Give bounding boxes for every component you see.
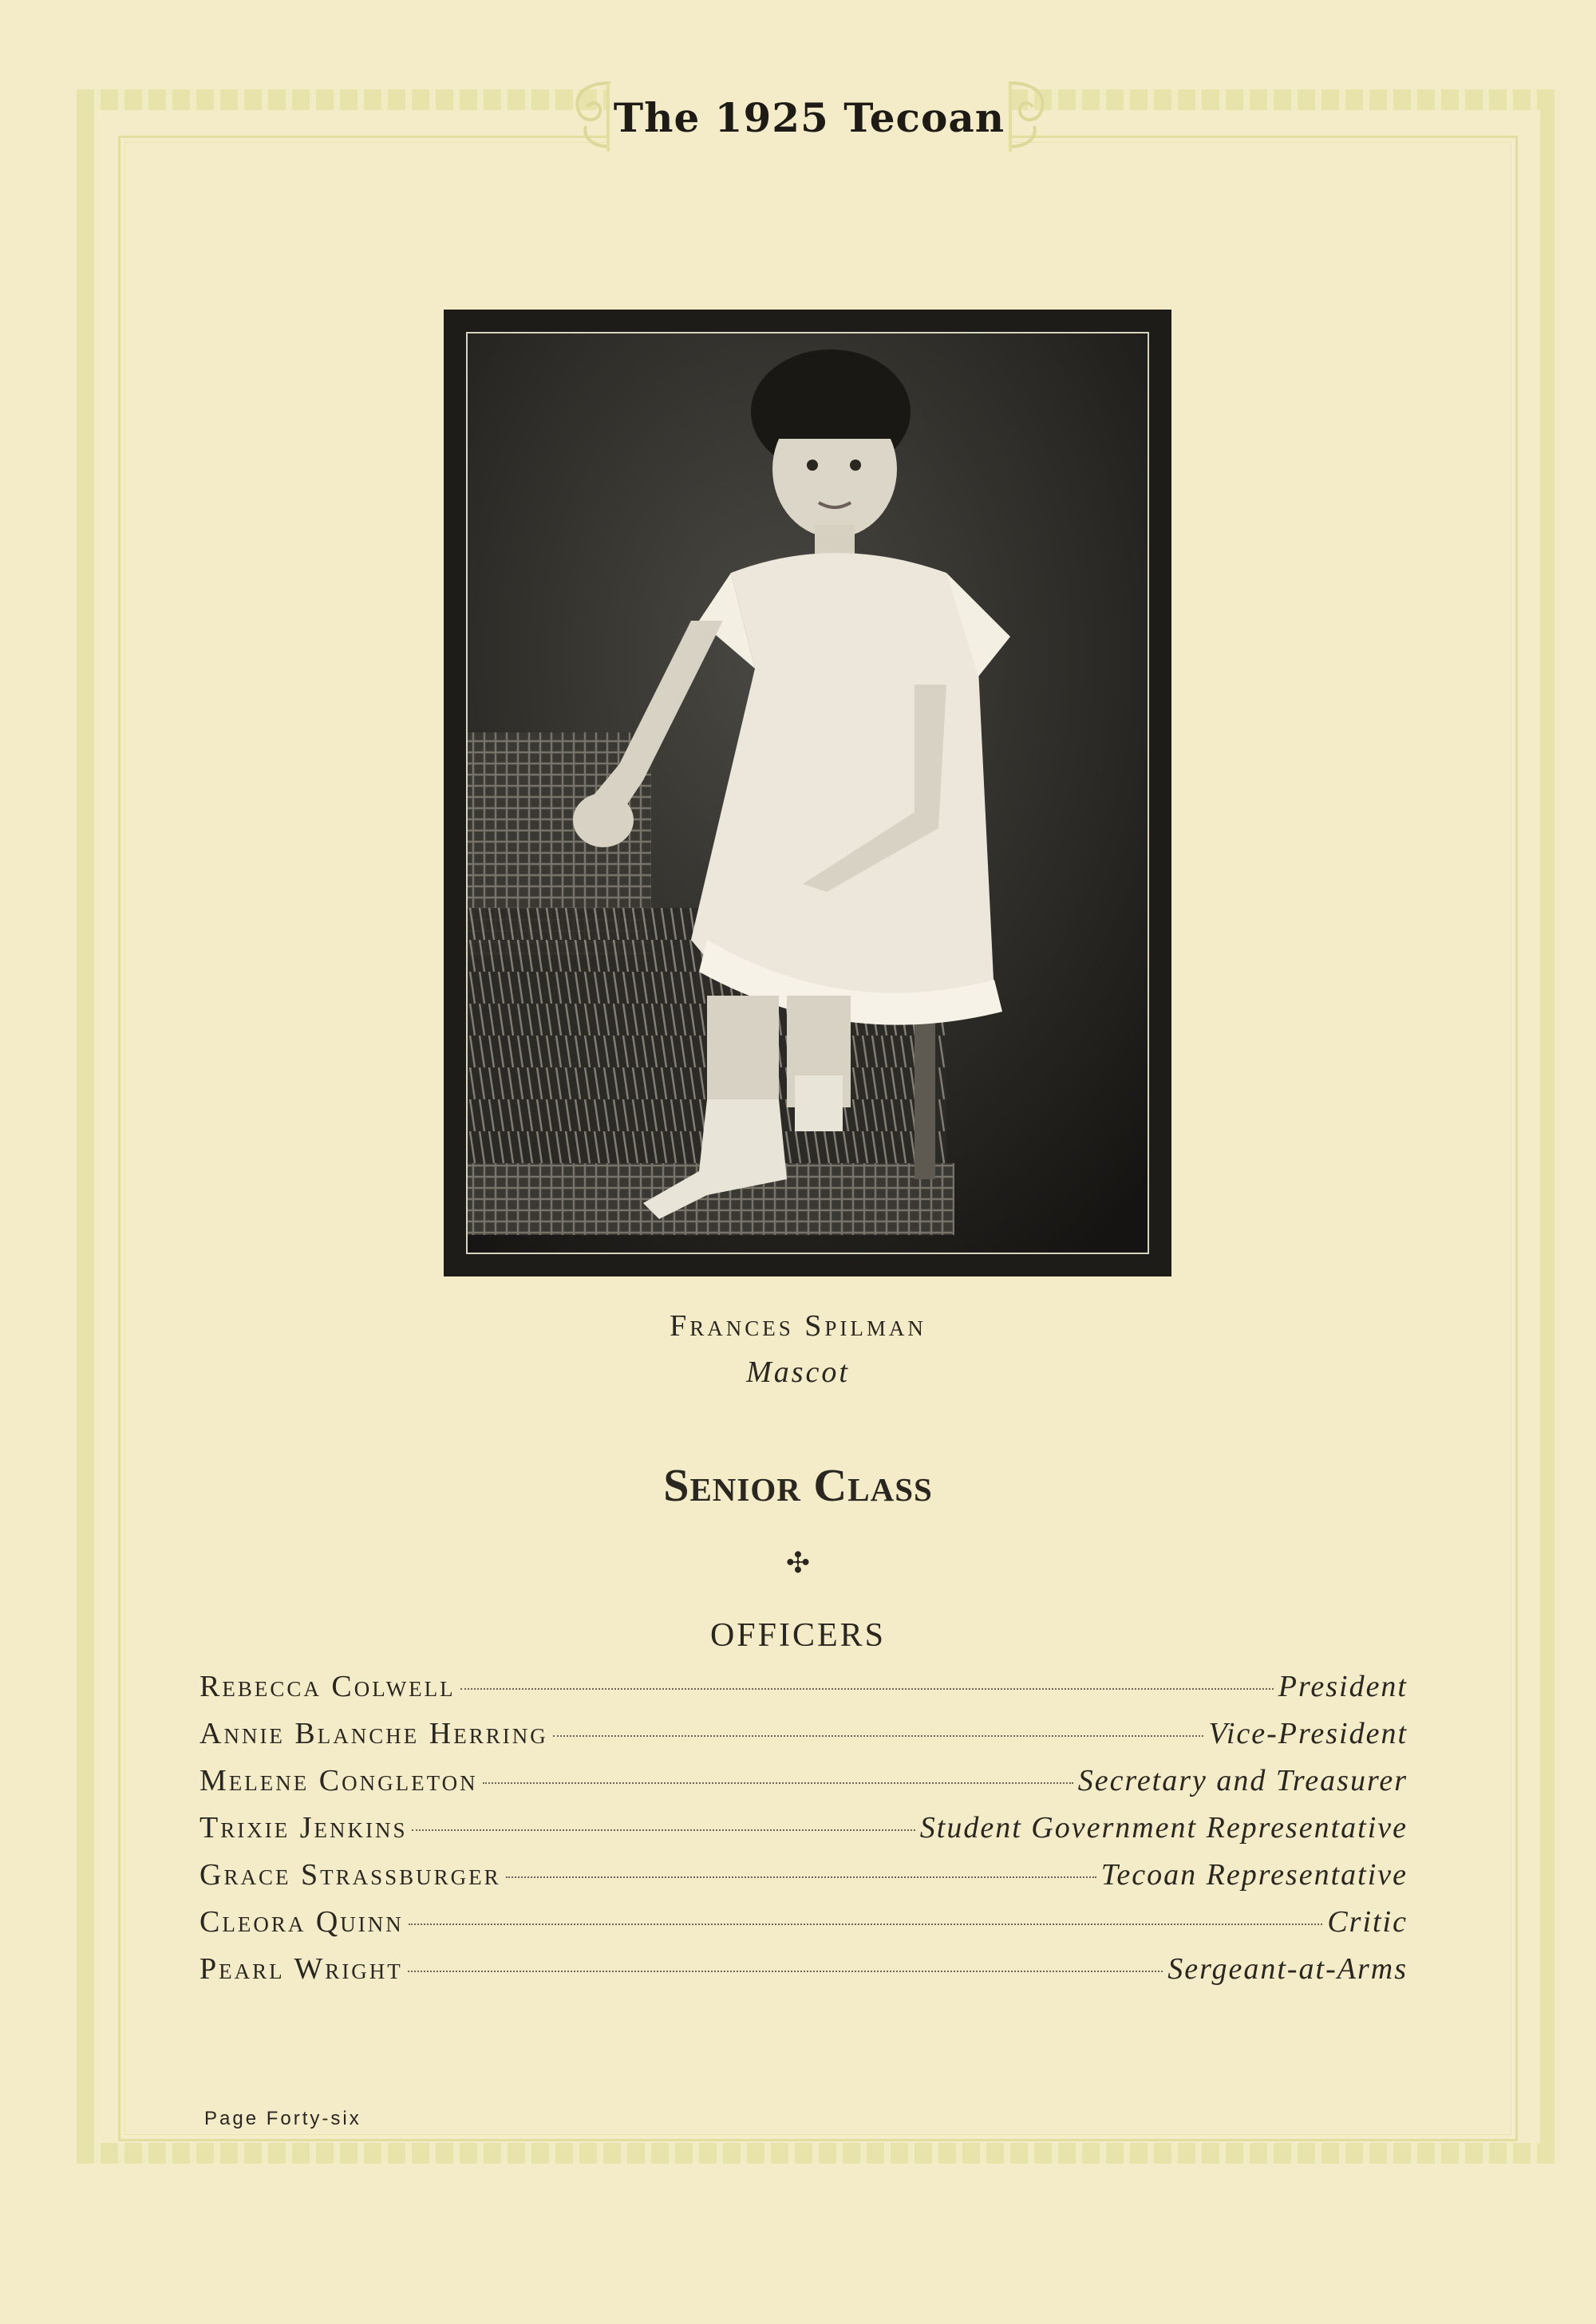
officer-name: Trixie Jenkins	[200, 1811, 408, 1845]
section-title: Senior Class	[663, 1459, 933, 1511]
officer-row	[200, 1810, 1408, 1857]
dot-leader	[412, 1829, 915, 1831]
officer-title: Student Government Representative	[919, 1811, 1408, 1845]
officer-row	[200, 1669, 1408, 1716]
officer-list	[200, 1669, 1408, 1998]
mascot-role: Mascot	[746, 1355, 850, 1389]
officer-row	[200, 1857, 1408, 1904]
officer-title: Vice-President	[1208, 1717, 1408, 1750]
dot-leader	[483, 1782, 1073, 1784]
fleuron-ornament-icon: ✣	[785, 1547, 811, 1579]
dot-leader	[553, 1735, 1204, 1737]
dot-leader	[409, 1924, 1323, 1925]
officer-row	[200, 1716, 1408, 1763]
dot-leader	[460, 1688, 1274, 1690]
officer-name: Pearl Wright	[200, 1952, 403, 1986]
officer-row	[200, 1763, 1408, 1810]
officer-title: President	[1278, 1670, 1408, 1703]
officer-name: Cleora Quinn	[200, 1905, 404, 1939]
officer-title: Tecoan Representative	[1100, 1858, 1408, 1892]
mascot-photo	[444, 310, 1171, 1276]
officer-title: Secretary and Treasurer	[1077, 1764, 1408, 1797]
yearbook-title: The 1925 Tecoan	[613, 93, 1005, 141]
officer-row	[200, 1904, 1408, 1951]
dot-leader	[506, 1876, 1096, 1878]
officer-row	[200, 1951, 1408, 1998]
photo-inner-rule	[466, 332, 1149, 1254]
officer-title: Sergeant-at-Arms	[1167, 1952, 1408, 1986]
dot-leader	[408, 1971, 1163, 1972]
officer-name: Rebecca Colwell	[200, 1670, 456, 1703]
mascot-name: Frances Spilman	[670, 1309, 926, 1343]
header-cartouche	[606, 83, 1012, 152]
officer-name: Melene Congleton	[200, 1764, 478, 1797]
page-number: Page Forty-six	[204, 2108, 361, 2129]
officer-title: Critic	[1327, 1905, 1408, 1939]
officer-name: Annie Blanche Herring	[200, 1717, 548, 1750]
officers-heading: OFFICERS	[709, 1617, 887, 1654]
officer-name: Grace Strassburger	[200, 1858, 501, 1892]
